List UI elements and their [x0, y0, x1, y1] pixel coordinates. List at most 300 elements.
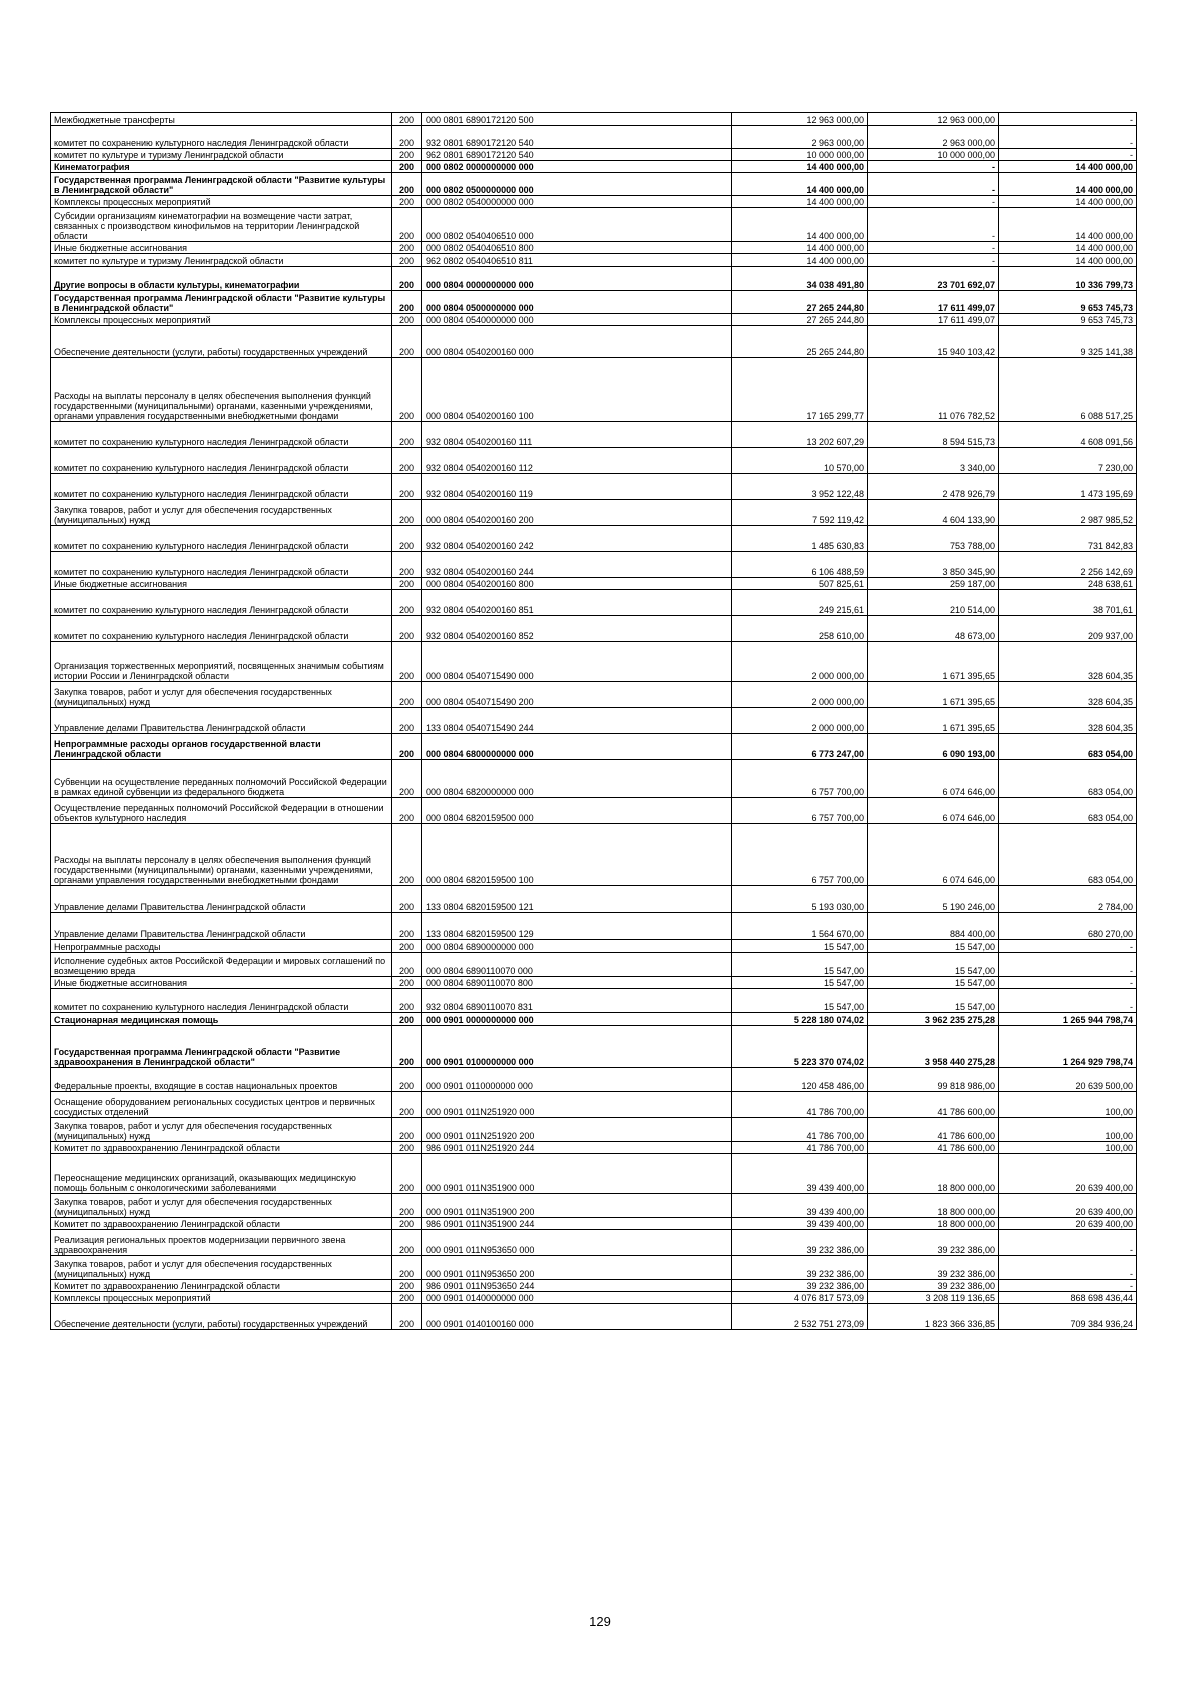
row-line-code: 200 [392, 1194, 422, 1218]
row-executed-amount: 39 232 386,00 [868, 1230, 999, 1256]
row-approved-amount: 5 193 030,00 [732, 886, 868, 913]
row-executed-amount: 2 478 926,79 [868, 474, 999, 500]
row-executed-amount: 8 594 515,73 [868, 422, 999, 448]
row-approved-amount: 14 400 000,00 [732, 173, 868, 196]
row-classification-code: 000 0802 0000000000 000 [422, 161, 732, 173]
row-classification-code: 000 0901 011N251920 000 [422, 1092, 732, 1118]
table-row [51, 1013, 1137, 1026]
row-unexecuted-amount: 14 400 000,00 [999, 242, 1137, 254]
row-executed-amount: 39 232 386,00 [868, 1256, 999, 1280]
row-unexecuted-amount: 14 400 000,00 [999, 173, 1137, 196]
row-classification-code: 962 0801 6890172120 540 [422, 149, 732, 161]
row-executed-amount: 4 604 133,90 [868, 500, 999, 526]
row-classification-code: 932 0801 6890172120 540 [422, 126, 732, 149]
row-line-code: 200 [392, 1280, 422, 1292]
table-row [51, 1118, 1137, 1142]
row-name: Закупка товаров, работ и услуг для обеспечения государственных (муниципальных) нужд [51, 1194, 392, 1218]
budget-table [50, 112, 1137, 1330]
row-name: Непрограммные расходы [51, 940, 392, 953]
row-classification-code: 000 0901 0100000000 000 [422, 1026, 732, 1068]
row-line-code: 200 [392, 977, 422, 989]
row-classification-code: 962 0802 0540406510 811 [422, 254, 732, 267]
row-name: Закупка товаров, работ и услуг для обеспечения государственных (муниципальных) нужд [51, 1118, 392, 1142]
row-classification-code: 000 0802 0540000000 000 [422, 196, 732, 208]
row-executed-amount: 23 701 692,07 [868, 267, 999, 291]
row-line-code: 200 [392, 682, 422, 708]
row-classification-code: 000 0804 6890000000 000 [422, 940, 732, 953]
row-name: Закупка товаров, работ и услуг для обеспечения государственных (муниципальных) нужд [51, 1256, 392, 1280]
row-name: Оснащение оборудованием региональных сосудистых центров и первичных сосудистых отделений [51, 1092, 392, 1118]
table-row [51, 161, 1137, 173]
row-classification-code: 000 0804 6890110070 000 [422, 953, 732, 977]
table-row [51, 642, 1137, 682]
table-row [51, 616, 1137, 642]
row-approved-amount: 5 228 180 074,02 [732, 1013, 868, 1026]
table-row [51, 1292, 1137, 1304]
table-row [51, 448, 1137, 474]
row-approved-amount: 14 400 000,00 [732, 208, 868, 242]
table-row [51, 358, 1137, 422]
row-line-code: 200 [392, 358, 422, 422]
row-approved-amount: 34 038 491,80 [732, 267, 868, 291]
row-name: Иные бюджетные ассигнования [51, 242, 392, 254]
row-line-code: 200 [392, 1154, 422, 1194]
row-unexecuted-amount: 14 400 000,00 [999, 208, 1137, 242]
row-name: комитет по сохранению культурного наследия Ленинградской области [51, 590, 392, 616]
row-unexecuted-amount: - [999, 1230, 1137, 1256]
table-row [51, 1256, 1137, 1280]
row-executed-amount: - [868, 254, 999, 267]
row-line-code: 200 [392, 760, 422, 798]
row-executed-amount: 1 671 395,65 [868, 708, 999, 734]
row-line-code: 200 [392, 113, 422, 126]
table-row [51, 798, 1137, 824]
row-approved-amount: 15 547,00 [732, 989, 868, 1013]
row-name: Комплексы процессных мероприятий [51, 314, 392, 326]
table-row [51, 1194, 1137, 1218]
row-classification-code: 000 0901 011N351900 000 [422, 1154, 732, 1194]
row-executed-amount: 15 547,00 [868, 977, 999, 989]
row-line-code: 200 [392, 1218, 422, 1230]
row-approved-amount: 41 786 700,00 [732, 1118, 868, 1142]
table-row [51, 1304, 1137, 1330]
row-name: Управление делами Правительства Ленинградской области [51, 708, 392, 734]
row-unexecuted-amount: 100,00 [999, 1118, 1137, 1142]
table-row [51, 1218, 1137, 1230]
row-name: Государственная программа Ленинградской области "Развитие культуры в Ленинградской области" [51, 173, 392, 196]
table-row [51, 1092, 1137, 1118]
row-classification-code: 000 0804 0540715490 000 [422, 642, 732, 682]
table-row [51, 682, 1137, 708]
row-executed-amount: 210 514,00 [868, 590, 999, 616]
row-classification-code: 932 0804 0540200160 242 [422, 526, 732, 552]
row-classification-code: 133 0804 0540715490 244 [422, 708, 732, 734]
row-executed-amount: - [868, 242, 999, 254]
row-classification-code: 000 0802 0500000000 000 [422, 173, 732, 196]
row-approved-amount: 120 458 486,00 [732, 1068, 868, 1092]
row-unexecuted-amount: 683 054,00 [999, 798, 1137, 824]
table-row [51, 1068, 1137, 1092]
row-unexecuted-amount: 680 270,00 [999, 913, 1137, 940]
row-approved-amount: 1 485 630,83 [732, 526, 868, 552]
row-name: Управление делами Правительства Ленинградской области [51, 886, 392, 913]
row-classification-code: 000 0804 6820159500 000 [422, 798, 732, 824]
row-executed-amount: 18 800 000,00 [868, 1218, 999, 1230]
table-row [51, 913, 1137, 940]
row-executed-amount: - [868, 173, 999, 196]
row-approved-amount: 10 000 000,00 [732, 149, 868, 161]
row-classification-code: 000 0901 011N251920 200 [422, 1118, 732, 1142]
row-name: Комплексы процессных мероприятий [51, 1292, 392, 1304]
row-name: Расходы на выплаты персоналу в целях обеспечения выполнения функций государственными (муниципальными) органами, казенными учреждениями, органами управления государственными внебюджетными фондами [51, 358, 392, 422]
row-classification-code: 000 0802 0540406510 000 [422, 208, 732, 242]
row-name: Субвенции на осуществление переданных полномочий Российской Федерации в рамках единой субвенции из федерального бюджета [51, 760, 392, 798]
row-unexecuted-amount: 2 256 142,69 [999, 552, 1137, 578]
row-line-code: 200 [392, 940, 422, 953]
row-line-code: 200 [392, 196, 422, 208]
row-name: Обеспечение деятельности (услуги, работы) государственных учреждений [51, 1304, 392, 1330]
row-executed-amount: 15 547,00 [868, 989, 999, 1013]
row-classification-code: 000 0901 0000000000 000 [422, 1013, 732, 1026]
row-approved-amount: 2 000 000,00 [732, 682, 868, 708]
row-classification-code: 000 0804 0540200160 800 [422, 578, 732, 590]
row-approved-amount: 1 564 670,00 [732, 913, 868, 940]
row-executed-amount: 3 208 119 136,65 [868, 1292, 999, 1304]
row-name: Федеральные проекты, входящие в состав национальных проектов [51, 1068, 392, 1092]
row-classification-code: 000 0901 011N351900 200 [422, 1194, 732, 1218]
row-approved-amount: 41 786 700,00 [732, 1142, 868, 1154]
row-classification-code: 133 0804 6820159500 121 [422, 886, 732, 913]
row-name: Непрограммные расходы органов государственной власти Ленинградской области [51, 734, 392, 760]
row-line-code: 200 [392, 1118, 422, 1142]
row-classification-code: 000 0804 6800000000 000 [422, 734, 732, 760]
table-row [51, 824, 1137, 886]
row-approved-amount: 15 547,00 [732, 940, 868, 953]
row-approved-amount: 6 757 700,00 [732, 760, 868, 798]
row-executed-amount: 12 963 000,00 [868, 113, 999, 126]
row-classification-code: 986 0901 011N251920 244 [422, 1142, 732, 1154]
row-executed-amount: 15 940 103,42 [868, 326, 999, 358]
row-unexecuted-amount: 20 639 400,00 [999, 1218, 1137, 1230]
table-row [51, 474, 1137, 500]
row-approved-amount: 2 000 000,00 [732, 642, 868, 682]
row-unexecuted-amount: 9 653 745,73 [999, 314, 1137, 326]
row-line-code: 200 [392, 578, 422, 590]
row-line-code: 200 [392, 989, 422, 1013]
table-row [51, 314, 1137, 326]
row-name: Реализация региональных проектов модернизации первичного звена здравоохранения [51, 1230, 392, 1256]
row-name: Расходы на выплаты персоналу в целях обеспечения выполнения функций государственными (муниципальными) органами, казенными учреждениями, органами управления государственными внебюджетными фондами [51, 824, 392, 886]
row-name: Субсидии организациям кинематографии на возмещение части затрат, связанных с производством кинофильмов на территории Ленинградской области [51, 208, 392, 242]
row-line-code: 200 [392, 708, 422, 734]
row-approved-amount: 25 265 244,80 [732, 326, 868, 358]
row-executed-amount: - [868, 208, 999, 242]
row-name: Комитет по здравоохранению Ленинградской области [51, 1142, 392, 1154]
row-line-code: 200 [392, 1256, 422, 1280]
row-classification-code: 000 0804 6820159500 100 [422, 824, 732, 886]
row-line-code: 200 [392, 314, 422, 326]
row-classification-code: 932 0804 0540200160 244 [422, 552, 732, 578]
row-classification-code: 000 0901 011N953650 200 [422, 1256, 732, 1280]
row-line-code: 200 [392, 267, 422, 291]
row-line-code: 200 [392, 161, 422, 173]
row-executed-amount: 41 786 600,00 [868, 1092, 999, 1118]
row-unexecuted-amount: - [999, 149, 1137, 161]
row-unexecuted-amount: 20 639 500,00 [999, 1068, 1137, 1092]
row-name: Исполнение судебных актов Российской Федерации и мировых соглашений по возмещению вреда [51, 953, 392, 977]
row-classification-code: 932 0804 6890110070 831 [422, 989, 732, 1013]
table-row [51, 422, 1137, 448]
table-row [51, 552, 1137, 578]
table-row [51, 326, 1137, 358]
row-name: Другие вопросы в области культуры, кинематографии [51, 267, 392, 291]
row-name: Иные бюджетные ассигнования [51, 578, 392, 590]
row-approved-amount: 6 106 488,59 [732, 552, 868, 578]
row-approved-amount: 14 400 000,00 [732, 196, 868, 208]
row-approved-amount: 10 570,00 [732, 448, 868, 474]
row-line-code: 200 [392, 448, 422, 474]
row-classification-code: 932 0804 0540200160 119 [422, 474, 732, 500]
row-classification-code: 932 0804 0540200160 851 [422, 590, 732, 616]
row-executed-amount: 3 962 235 275,28 [868, 1013, 999, 1026]
table-row [51, 291, 1137, 314]
row-unexecuted-amount: 248 638,61 [999, 578, 1137, 590]
table-row [51, 590, 1137, 616]
table-row [51, 254, 1137, 267]
table-row [51, 760, 1137, 798]
row-unexecuted-amount: 6 088 517,25 [999, 358, 1137, 422]
row-line-code: 200 [392, 1142, 422, 1154]
row-approved-amount: 14 400 000,00 [732, 254, 868, 267]
row-unexecuted-amount: - [999, 977, 1137, 989]
table-row [51, 113, 1137, 126]
row-classification-code: 986 0901 011N953650 244 [422, 1280, 732, 1292]
row-executed-amount: 1 671 395,65 [868, 682, 999, 708]
row-classification-code: 000 0804 6820000000 000 [422, 760, 732, 798]
row-executed-amount: 3 958 440 275,28 [868, 1026, 999, 1068]
row-unexecuted-amount: 20 639 400,00 [999, 1154, 1137, 1194]
row-executed-amount: 39 232 386,00 [868, 1280, 999, 1292]
table-row [51, 196, 1137, 208]
row-classification-code: 000 0901 0110000000 000 [422, 1068, 732, 1092]
row-executed-amount: 6 074 646,00 [868, 824, 999, 886]
row-name: Кинематография [51, 161, 392, 173]
row-executed-amount: 2 963 000,00 [868, 126, 999, 149]
row-approved-amount: 17 165 299,77 [732, 358, 868, 422]
row-executed-amount: 41 786 600,00 [868, 1142, 999, 1154]
row-unexecuted-amount: 683 054,00 [999, 760, 1137, 798]
row-line-code: 200 [392, 208, 422, 242]
row-line-code: 200 [392, 474, 422, 500]
table-row [51, 149, 1137, 161]
row-unexecuted-amount: 1 473 195,69 [999, 474, 1137, 500]
row-name: комитет по сохранению культурного наследия Ленинградской области [51, 989, 392, 1013]
row-line-code: 200 [392, 913, 422, 940]
row-classification-code: 000 0901 011N953650 000 [422, 1230, 732, 1256]
table-row [51, 953, 1137, 977]
row-unexecuted-amount: - [999, 113, 1137, 126]
table-row [51, 977, 1137, 989]
row-classification-code: 000 0901 0140100160 000 [422, 1304, 732, 1330]
row-classification-code: 000 0802 0540406510 800 [422, 242, 732, 254]
table-row [51, 267, 1137, 291]
row-executed-amount: 41 786 600,00 [868, 1118, 999, 1142]
row-line-code: 200 [392, 500, 422, 526]
row-line-code: 200 [392, 291, 422, 314]
row-classification-code: 000 0804 6890110070 800 [422, 977, 732, 989]
row-line-code: 200 [392, 526, 422, 552]
row-executed-amount: 1 671 395,65 [868, 642, 999, 682]
row-line-code: 200 [392, 886, 422, 913]
row-approved-amount: 6 757 700,00 [732, 824, 868, 886]
row-name: комитет по культуре и туризму Ленинградской области [51, 254, 392, 267]
row-classification-code: 000 0804 0540200160 000 [422, 326, 732, 358]
row-executed-amount: 18 800 000,00 [868, 1154, 999, 1194]
row-executed-amount: 17 611 499,07 [868, 314, 999, 326]
row-approved-amount: 6 757 700,00 [732, 798, 868, 824]
row-approved-amount: 14 400 000,00 [732, 242, 868, 254]
row-approved-amount: 507 825,61 [732, 578, 868, 590]
table-row [51, 708, 1137, 734]
row-approved-amount: 39 439 400,00 [732, 1194, 868, 1218]
table-row [51, 1154, 1137, 1194]
table-body [51, 113, 1137, 1330]
row-executed-amount: 1 823 366 336,85 [868, 1304, 999, 1330]
row-approved-amount: 5 223 370 074,02 [732, 1026, 868, 1068]
row-line-code: 200 [392, 1304, 422, 1330]
row-unexecuted-amount: 709 384 936,24 [999, 1304, 1137, 1330]
row-name: Комитет по здравоохранению Ленинградской области [51, 1280, 392, 1292]
row-line-code: 200 [392, 1013, 422, 1026]
row-line-code: 200 [392, 1068, 422, 1092]
table-row [51, 208, 1137, 242]
row-classification-code: 000 0801 6890172120 500 [422, 113, 732, 126]
row-executed-amount: 753 788,00 [868, 526, 999, 552]
table-row [51, 734, 1137, 760]
table-row [51, 500, 1137, 526]
row-unexecuted-amount: 20 639 400,00 [999, 1194, 1137, 1218]
row-approved-amount: 12 963 000,00 [732, 113, 868, 126]
row-name: комитет по сохранению культурного наследия Ленинградской области [51, 126, 392, 149]
row-name: Государственная программа Ленинградской области "Развитие здравоохранения в Ленинградской области" [51, 1026, 392, 1068]
row-approved-amount: 39 439 400,00 [732, 1154, 868, 1194]
row-unexecuted-amount: 328 604,35 [999, 682, 1137, 708]
row-approved-amount: 15 547,00 [732, 977, 868, 989]
row-classification-code: 000 0804 0540715490 200 [422, 682, 732, 708]
row-approved-amount: 249 215,61 [732, 590, 868, 616]
row-approved-amount: 27 265 244,80 [732, 314, 868, 326]
row-executed-amount: 18 800 000,00 [868, 1194, 999, 1218]
page-number: 129 [589, 1614, 611, 1629]
row-approved-amount: 14 400 000,00 [732, 161, 868, 173]
row-unexecuted-amount: 328 604,35 [999, 708, 1137, 734]
row-classification-code: 932 0804 0540200160 111 [422, 422, 732, 448]
row-approved-amount: 39 439 400,00 [732, 1218, 868, 1230]
row-unexecuted-amount: 14 400 000,00 [999, 254, 1137, 267]
row-classification-code: 000 0804 0540000000 000 [422, 314, 732, 326]
row-name: Организация торжественных мероприятий, посвященных значимым событиям истории России и Ленинградской области [51, 642, 392, 682]
row-approved-amount: 4 076 817 573,09 [732, 1292, 868, 1304]
row-executed-amount: 11 076 782,52 [868, 358, 999, 422]
row-approved-amount: 2 532 751 273,09 [732, 1304, 868, 1330]
row-classification-code: 000 0804 0540200160 100 [422, 358, 732, 422]
row-approved-amount: 41 786 700,00 [732, 1092, 868, 1118]
row-line-code: 200 [392, 798, 422, 824]
row-line-code: 200 [392, 642, 422, 682]
row-line-code: 200 [392, 734, 422, 760]
row-line-code: 200 [392, 1092, 422, 1118]
row-executed-amount: - [868, 161, 999, 173]
row-executed-amount: 3 340,00 [868, 448, 999, 474]
row-unexecuted-amount: 2 987 985,52 [999, 500, 1137, 526]
row-executed-amount: 17 611 499,07 [868, 291, 999, 314]
row-name: Государственная программа Ленинградской области "Развитие культуры в Ленинградской области" [51, 291, 392, 314]
row-line-code: 200 [392, 552, 422, 578]
row-executed-amount: 6 074 646,00 [868, 798, 999, 824]
row-line-code: 200 [392, 824, 422, 886]
table-row [51, 1026, 1137, 1068]
row-name: комитет по сохранению культурного наследия Ленинградской области [51, 448, 392, 474]
table-row [51, 578, 1137, 590]
table-row [51, 940, 1137, 953]
row-executed-amount: 6 074 646,00 [868, 760, 999, 798]
row-classification-code: 986 0901 011N351900 244 [422, 1218, 732, 1230]
row-name: Комитет по здравоохранению Ленинградской области [51, 1218, 392, 1230]
row-unexecuted-amount: - [999, 126, 1137, 149]
row-classification-code: 000 0804 0500000000 000 [422, 291, 732, 314]
row-approved-amount: 7 592 119,42 [732, 500, 868, 526]
table-row [51, 1280, 1137, 1292]
row-line-code: 200 [392, 254, 422, 267]
row-approved-amount: 3 952 122,48 [732, 474, 868, 500]
table-row [51, 242, 1137, 254]
row-classification-code: 932 0804 0540200160 852 [422, 616, 732, 642]
row-unexecuted-amount: 868 698 436,44 [999, 1292, 1137, 1304]
row-unexecuted-amount: 14 400 000,00 [999, 161, 1137, 173]
row-name: Межбюджетные трансферты [51, 113, 392, 126]
row-name: Управление делами Правительства Ленинградской области [51, 913, 392, 940]
row-unexecuted-amount: 731 842,83 [999, 526, 1137, 552]
table-row [51, 1142, 1137, 1154]
row-unexecuted-amount: 328 604,35 [999, 642, 1137, 682]
row-approved-amount: 6 773 247,00 [732, 734, 868, 760]
row-name: Комплексы процессных мероприятий [51, 196, 392, 208]
row-name: комитет по сохранению культурного наследия Ленинградской области [51, 474, 392, 500]
row-unexecuted-amount: 4 608 091,56 [999, 422, 1137, 448]
row-line-code: 200 [392, 1230, 422, 1256]
row-unexecuted-amount: 683 054,00 [999, 824, 1137, 886]
row-name: Закупка товаров, работ и услуг для обеспечения государственных (муниципальных) нужд [51, 500, 392, 526]
row-line-code: 200 [392, 422, 422, 448]
row-name: комитет по сохранению культурного наследия Ленинградской области [51, 616, 392, 642]
row-line-code: 200 [392, 953, 422, 977]
row-classification-code: 133 0804 6820159500 129 [422, 913, 732, 940]
row-approved-amount: 15 547,00 [732, 953, 868, 977]
row-executed-amount: 15 547,00 [868, 940, 999, 953]
row-classification-code: 932 0804 0540200160 112 [422, 448, 732, 474]
row-line-code: 200 [392, 326, 422, 358]
row-executed-amount: 884 400,00 [868, 913, 999, 940]
row-executed-amount: 5 190 246,00 [868, 886, 999, 913]
row-line-code: 200 [392, 1292, 422, 1304]
row-unexecuted-amount: - [999, 1256, 1137, 1280]
row-unexecuted-amount: 1 264 929 798,74 [999, 1026, 1137, 1068]
row-name: комитет по культуре и туризму Ленинградской области [51, 149, 392, 161]
row-executed-amount: 99 818 986,00 [868, 1068, 999, 1092]
row-approved-amount: 13 202 607,29 [732, 422, 868, 448]
row-name: Закупка товаров, работ и услуг для обеспечения государственных (муниципальных) нужд [51, 682, 392, 708]
row-approved-amount: 27 265 244,80 [732, 291, 868, 314]
